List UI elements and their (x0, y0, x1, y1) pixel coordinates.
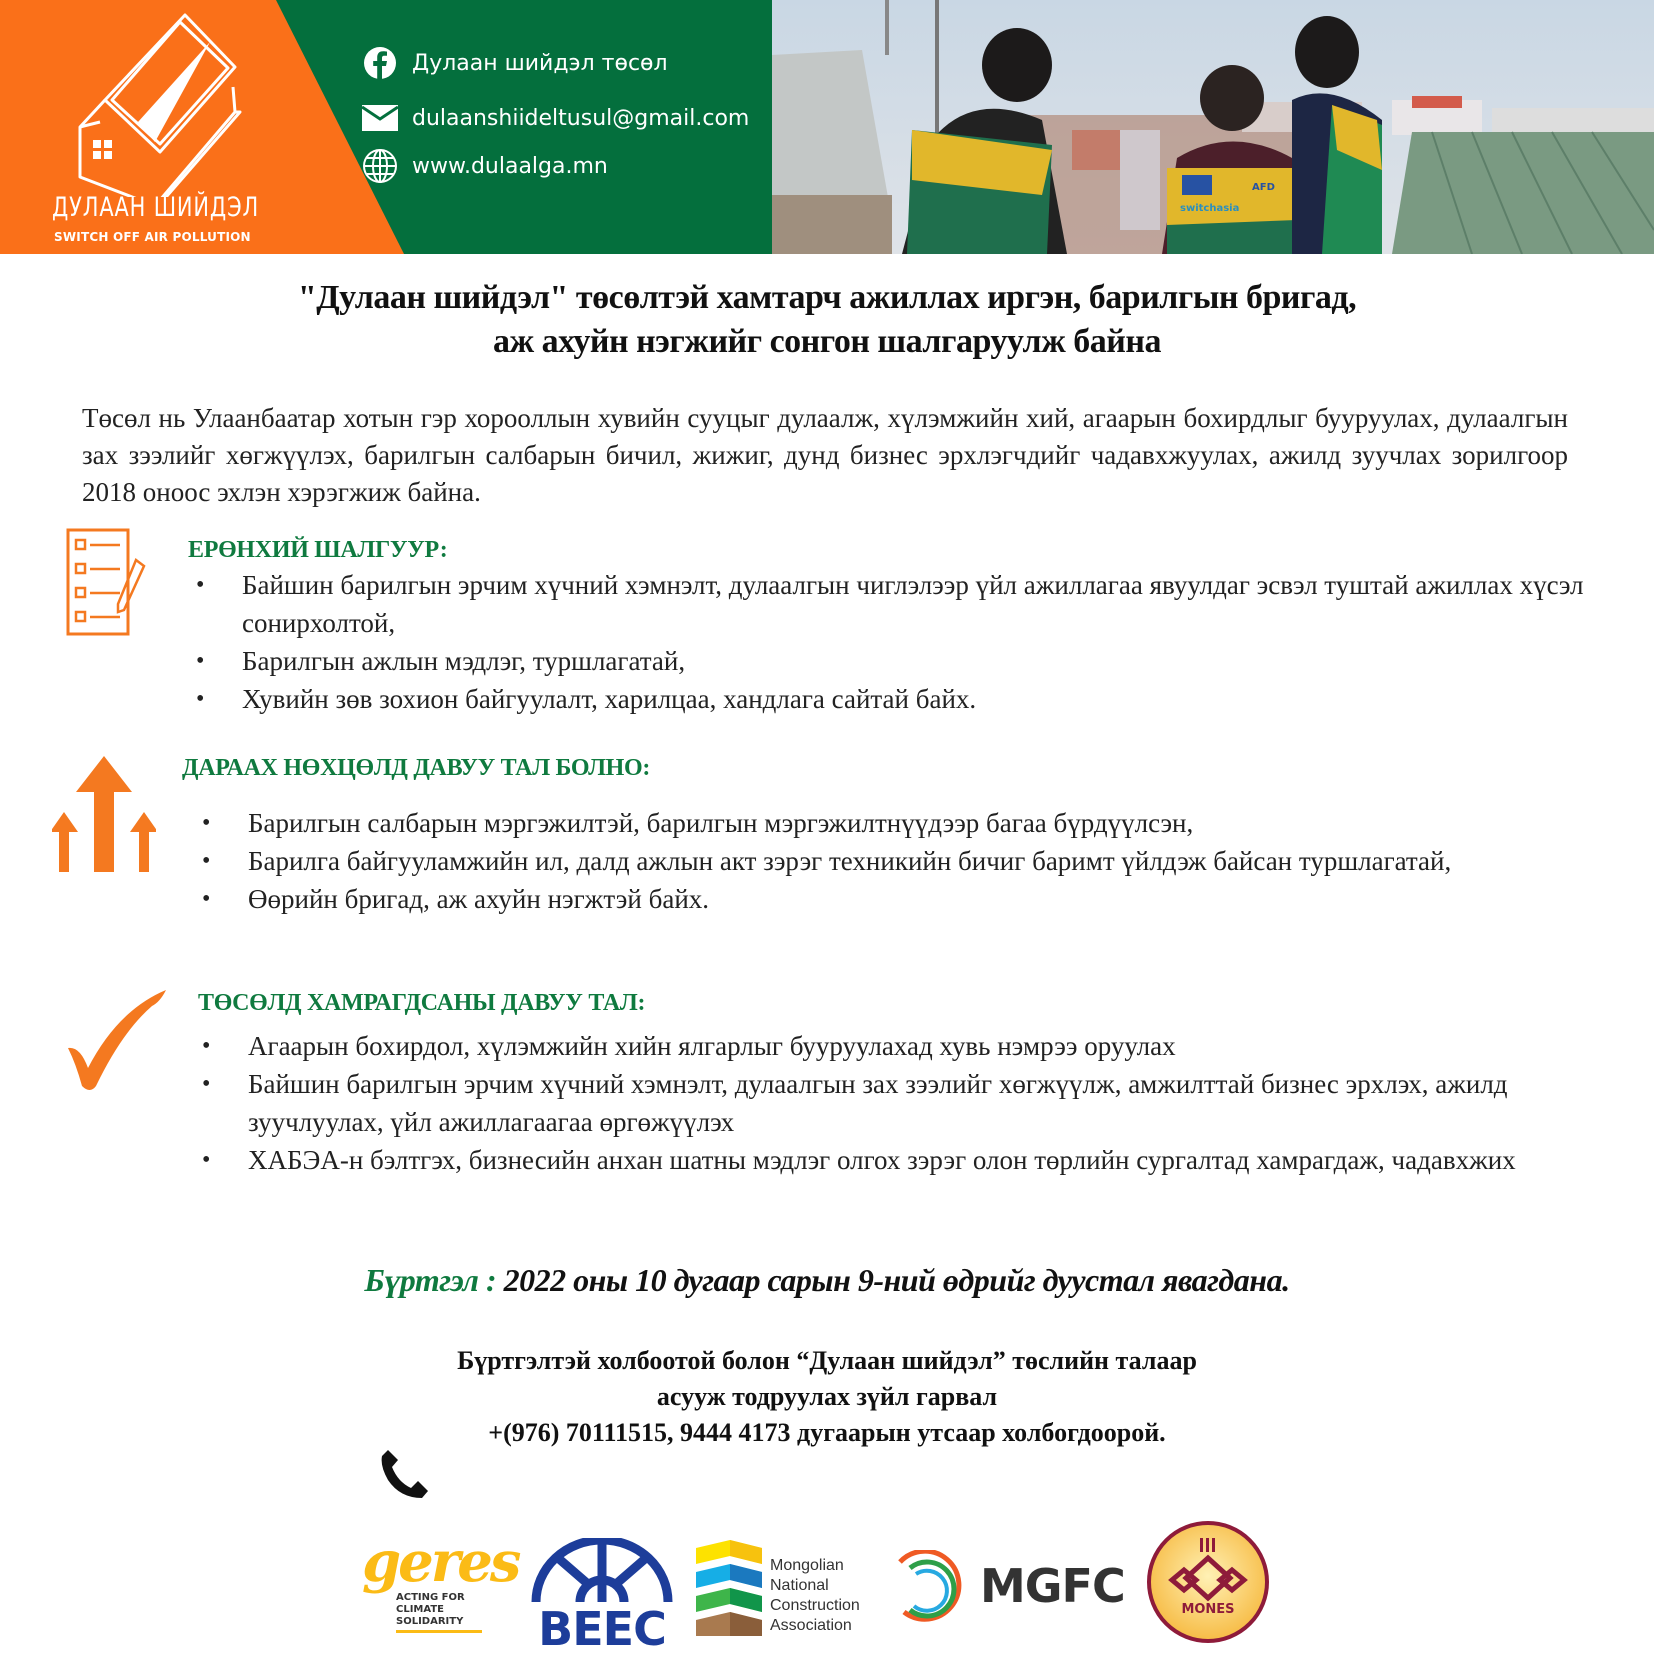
mones-emblem-icon (1146, 1520, 1270, 1644)
mnca-name-line: National (770, 1577, 829, 1594)
facebook-page-name: Дулаан шийдэл төсөл (412, 50, 668, 76)
mnca-name-line: Association (770, 1617, 852, 1634)
mones-wordmark: MONES (1181, 1602, 1235, 1617)
contact-phone-line[interactable]: +(976) 70111515, 9444 4173 дугаарын утсаар холбогдоорой. (488, 1418, 1166, 1447)
section-heading-project-benefits: ТӨСӨЛД ХАМРАГДСАНЫ ДАВУУ ТАЛ: (198, 990, 646, 1016)
logo-title: ДУЛААН ШИЙДЭЛ (52, 192, 260, 223)
section-heading-general-criteria: ЕРӨНХИЙ ШАЛГУУР: (188, 537, 448, 563)
page-title-line-1: "Дулаан шийдэл" төсөлтэй хамтарч ажиллах иргэн, барилгын бригад, (297, 279, 1357, 316)
partner-logo-mones (1146, 1520, 1270, 1644)
mnca-name-line: Construction (770, 1597, 860, 1614)
geres-wordmark: geres (362, 1529, 519, 1595)
mgfc-arcs-icon (896, 1550, 966, 1622)
section-heading-advantages-conditions: ДАРААХ НӨХЦӨЛД ДАВУУ ТАЛ БОЛНО: (182, 755, 651, 781)
list-item: • Байшин барилгын эрчим хүчний хэмнэлт, дулаалгын зах зээлийг хөгжүүлж, амжилттай бизнес эрхлэх, ажилд зуучлуулах, үйл ажиллагаагаа өргөжүүлэх (202, 1065, 1532, 1141)
geres-underline (396, 1630, 482, 1633)
registration-label: Бүртгэл : (364, 1262, 497, 1298)
geres-tagline-line: SOLIDARITY (396, 1616, 464, 1627)
mgfc-wordmark: MGFC (980, 1559, 1125, 1613)
arrows-up-icon (52, 756, 156, 872)
contact-info-line-1: Бүртгэлтэй холбоотой болон “Дулаан шийдэл” төслийн талаар (457, 1346, 1197, 1375)
workers-photo-illustration (772, 0, 1654, 254)
house-check-logo-icon (60, 12, 260, 197)
email-address: dulaanshiideltusul@gmail.com (412, 105, 750, 131)
checkmark-icon (62, 988, 172, 1092)
globe-icon (362, 148, 398, 184)
email-link[interactable] (362, 100, 749, 136)
registration-deadline (0, 1262, 1654, 1299)
mnca-name-line: Mongolian (770, 1557, 844, 1574)
partner-logo-mgfc (896, 1550, 1132, 1622)
advantages-conditions-list (202, 804, 1594, 918)
header-banner (0, 0, 1654, 254)
vest-badge-afd: AFD (1252, 182, 1275, 193)
beec-arch-icon (530, 1538, 674, 1602)
list-item: • Барилга байгууламжийн ил, далд ажлын акт зэрэг техникийн бичиг баримт үйлдэж байсан туршлагатай, (202, 842, 1594, 880)
checklist-icon (66, 528, 146, 638)
list-item: • Байшин барилгын эрчим хүчний хэмнэлт, дулаалгын чиглэлээр үйл ажиллагаа явуулдаг эсвэл туштай ажиллах хүсэл сонирхолтой, (196, 566, 1606, 642)
partner-logo-beec (530, 1538, 674, 1654)
general-criteria-list (196, 566, 1606, 718)
beec-wordmark: BEEC (538, 1602, 666, 1654)
header-photo (772, 0, 1654, 254)
list-item: • Хувийн зөв зохион байгуулалт, харилцаа, хандлага сайтай байх. (196, 680, 1606, 718)
list-item: • Агаарын бохирдол, хүлэмжийн хийн ялгарлыг бууруулахад хувь нэмрээ оруулах (202, 1027, 1532, 1065)
geres-tagline-line: ACTING FOR (396, 1592, 465, 1603)
website-url: www.dulaalga.mn (412, 153, 608, 179)
page-title-line-2: аж ахуйн нэгжийг сонгон шалгаруулж байна (493, 323, 1161, 360)
geres-tagline-line: CLIMATE (396, 1604, 444, 1615)
vest-badge-switchasia: switchasia (1180, 203, 1240, 214)
intro-paragraph: Төсөл нь Улаанбаатар хотын гэр хорооллын хувийн сууцыг дулаалж, хүлэмжийн хий, агаарын бохирдлыг бууруулах, дулаалгын зах зээлийг хөгжүүлэх, барилгын салбарын бичил, жижиг, дунд бизнес эрхлэгчдийг чадавхжуулах, ажилд зуучлах зорилгоор 2018 оноос эхлэн хэрэгжиж байна. (82, 403, 1568, 507)
geres-tagline (396, 1592, 510, 1633)
registration-text: 2022 оны 10 дугаар сарын 9-ний өдрийг дуустал явагдана. (496, 1262, 1290, 1298)
logo-subtitle: SWITCH OFF AIR POLLUTION (54, 230, 251, 244)
contact-info-line-2: асууж тодруулах зүйл гарвал (656, 1382, 998, 1411)
list-item: • Барилгын салбарын мэргэжилтэй, барилгын мэргэжилтнүүдээр багаа бүрдүүлсэн, (202, 804, 1594, 842)
partner-logo-mnca (696, 1540, 876, 1640)
partner-logo-geres (362, 1529, 519, 1644)
mnca-chevrons-icon (696, 1540, 762, 1636)
website-link[interactable] (362, 148, 608, 184)
list-item: • ХАБЭА-н бэлтгэх, бизнесийн анхан шатны мэдлэг олгох зэрэг олон төрлийн сургалтад хамрагдаж, чадавхжих (202, 1141, 1532, 1179)
list-item: • Барилгын ажлын мэдлэг, туршлагатай, (196, 642, 1606, 680)
facebook-link[interactable] (362, 45, 668, 81)
email-icon (362, 100, 398, 136)
project-benefits-list (202, 1027, 1532, 1179)
phone-icon (380, 1448, 430, 1500)
mnca-name (770, 1556, 860, 1640)
facebook-icon (362, 45, 398, 81)
list-item: • Өөрийн бригад, аж ахуйн нэгжтэй байх. (202, 880, 1594, 918)
